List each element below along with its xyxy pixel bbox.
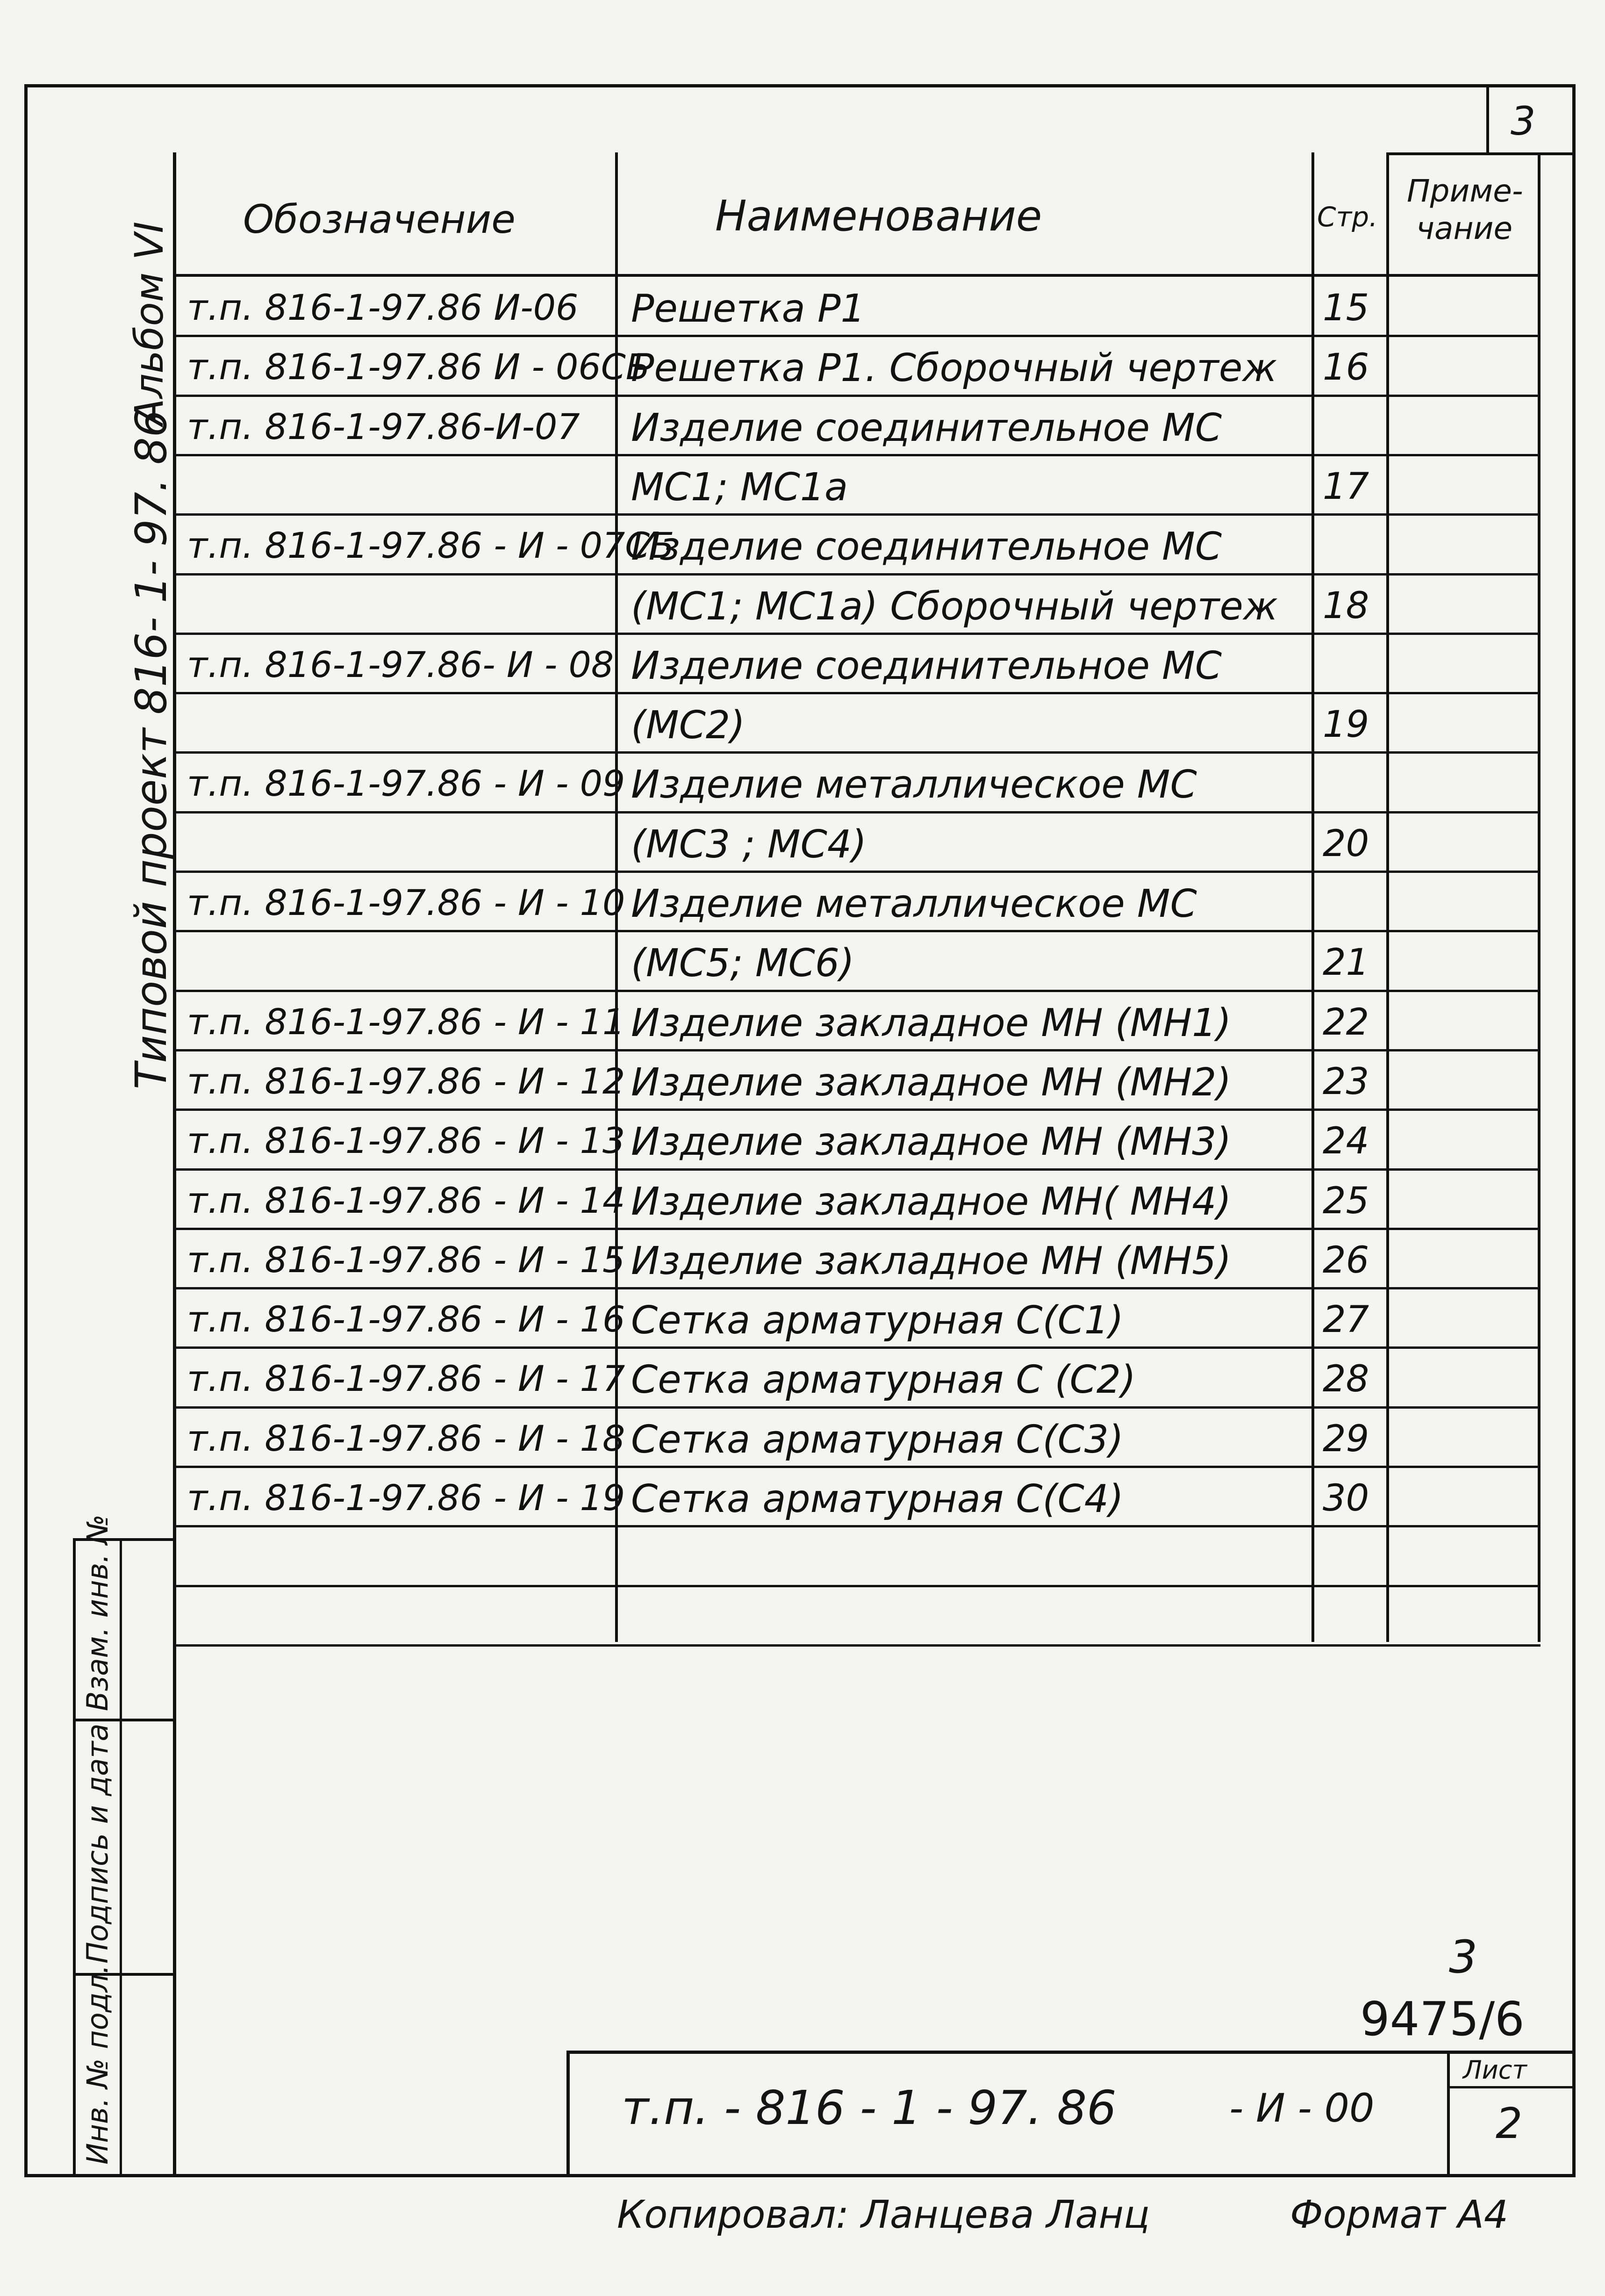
row-separator — [173, 1168, 1541, 1171]
row-designation: т.п. 816-1-97.86 И - 06СБ — [187, 346, 650, 388]
header-designation: Обозначение — [243, 196, 516, 242]
row-designation: т.п. 816-1-97.86 - И - 11 — [187, 1000, 625, 1043]
row-name: Изделие закладное МН (МН2) — [631, 1060, 1232, 1105]
row-separator — [173, 1346, 1541, 1349]
bottom-right-mark-2: 9475/6 — [1360, 1992, 1525, 2046]
titleblock-left — [566, 2051, 570, 2177]
row-page: 18 — [1323, 584, 1369, 627]
col-line-3 — [1386, 152, 1389, 1642]
row-separator — [173, 692, 1541, 694]
row-separator — [173, 871, 1541, 873]
row-name: Изделие закладное МН (МН1) — [631, 1000, 1232, 1045]
row-designation: т.п. 816-1-97.86 - И - 12 — [187, 1060, 625, 1102]
frame-bottom — [24, 2174, 1575, 2177]
row-name: Изделие соединительное МС — [631, 525, 1222, 569]
row-designation: т.п. 816-1-97.86 - И - 07СБ — [187, 525, 674, 567]
bottom-right-mark-1: 3 — [1449, 1931, 1478, 1983]
row-designation: т.п. 816-1-97.86 - И - 16 — [187, 1298, 625, 1340]
row-page: 16 — [1323, 346, 1369, 389]
row-separator — [173, 990, 1541, 992]
row-page: 17 — [1323, 465, 1369, 508]
row-page: 26 — [1323, 1239, 1369, 1281]
row-separator — [173, 454, 1541, 456]
row-page: 24 — [1323, 1120, 1369, 1163]
row-designation: т.п. 816-1-97.86 - И - 17 — [187, 1358, 625, 1400]
row-name: Решетка Р1 — [631, 287, 865, 331]
header-note-line2: чание — [1416, 210, 1513, 246]
stamp-inv-podl: Инв. № подл. — [80, 1965, 115, 2165]
row-separator — [173, 1108, 1541, 1111]
row-separator — [173, 335, 1541, 337]
row-name: (МС1; МС1а) Сборочный чертеж — [631, 584, 1278, 629]
stamp-div-1 — [73, 1719, 176, 1721]
row-separator — [173, 1585, 1541, 1587]
row-separator — [173, 930, 1541, 932]
row-page: 19 — [1323, 704, 1369, 746]
corner-box-left — [1486, 84, 1489, 154]
row-separator — [173, 1644, 1541, 1647]
footer-copied-by: Копировал: Ланцева Ланц — [617, 2193, 1150, 2237]
stamp-col-mid — [120, 1538, 122, 2177]
header-note-line1: Приме- — [1407, 173, 1523, 209]
titleblock-sheet-div — [1447, 2086, 1575, 2088]
frame-top — [24, 84, 1575, 87]
header-bottom — [173, 274, 1541, 277]
row-separator — [173, 1406, 1541, 1409]
row-separator — [173, 573, 1541, 576]
row-name: Изделие закладное МН( МН4) — [631, 1179, 1232, 1224]
project-label: Типовой проект 816- 1- 97. 86 — [126, 410, 176, 1089]
titleblock-sheet-number: 2 — [1496, 2099, 1523, 2148]
row-name: (МС3 ; МС4) — [631, 822, 867, 867]
row-name: (МС2) — [631, 703, 745, 748]
album-label: Альбом VI — [126, 221, 172, 425]
header-name: Наименование — [715, 192, 1042, 241]
row-page: 21 — [1323, 942, 1369, 984]
row-name: Изделие металлическое МС — [631, 882, 1197, 926]
row-name: Изделие закладное МН (МН5) — [631, 1238, 1232, 1283]
row-page: 22 — [1323, 1001, 1369, 1044]
row-designation: т.п. 816-1-97.86- И - 08 — [187, 643, 614, 685]
stamp-vzam-inv: Взам. инв. № — [80, 1514, 115, 1711]
titleblock-sheet-left — [1447, 2051, 1450, 2177]
row-designation: т.п. 816-1-97.86 - И - 15 — [187, 1238, 625, 1281]
row-page: 25 — [1323, 1180, 1369, 1222]
titleblock-top — [566, 2051, 1575, 2054]
col-line-4 — [1538, 152, 1541, 1642]
row-page: 15 — [1323, 287, 1369, 329]
row-page: 27 — [1323, 1299, 1369, 1341]
row-designation: т.п. 816-1-97.86 - И - 19 — [187, 1477, 625, 1519]
row-name: Изделие соединительное МС — [631, 643, 1222, 688]
row-separator — [173, 1228, 1541, 1230]
footer-format: Формат А4 — [1290, 2193, 1509, 2237]
row-separator — [173, 1049, 1541, 1051]
stamp-col-left — [73, 1538, 76, 2177]
row-name: (МС5; МС6) — [631, 941, 855, 986]
titleblock-suffix: - И - 00 — [1229, 2085, 1375, 2131]
titleblock-code: т.п. - 816 - 1 - 97. 86 — [622, 2080, 1117, 2135]
sheet-corner-number: 3 — [1511, 98, 1536, 144]
row-separator — [173, 395, 1541, 397]
row-name: Сетка арматурная С(С3) — [631, 1417, 1124, 1462]
row-name: Сетка арматурная С(С4) — [631, 1477, 1124, 1521]
row-name: Изделие закладное МН (МН3) — [631, 1120, 1232, 1165]
row-page: 30 — [1323, 1477, 1369, 1519]
row-designation: т.п. 816-1-97.86 - И - 13 — [187, 1120, 625, 1162]
row-separator — [173, 811, 1541, 813]
row-separator — [173, 1525, 1541, 1527]
row-designation: т.п. 816-1-97.86 - И - 18 — [187, 1417, 625, 1459]
corner-box-bottom — [1388, 152, 1575, 155]
row-designation: т.п. 816-1-97.86 И-06 — [187, 287, 579, 328]
row-page: 23 — [1323, 1060, 1369, 1103]
row-page: 20 — [1323, 822, 1369, 865]
row-name: МС1; МС1а — [631, 465, 848, 510]
row-name: Решетка Р1. Сборочный чертеж — [631, 346, 1277, 391]
row-designation: т.п. 816-1-97.86 - И - 14 — [187, 1179, 625, 1221]
row-name: Изделие металлическое МС — [631, 763, 1197, 807]
frame-left — [24, 84, 28, 2177]
stamp-signature-date: Подпись и дата — [80, 1723, 115, 1964]
col-line-2 — [1311, 152, 1314, 1642]
row-designation: т.п. 816-1-97.86-И-07 — [187, 405, 580, 447]
row-designation: т.п. 816-1-97.86 - И - 10 — [187, 882, 625, 923]
row-name: Изделие соединительное МС — [631, 405, 1222, 450]
row-separator — [173, 1287, 1541, 1289]
row-designation: т.п. 816-1-97.86 - И - 09 — [187, 763, 625, 805]
row-separator — [173, 513, 1541, 516]
header-page: Стр. — [1317, 201, 1378, 233]
row-page: 29 — [1323, 1418, 1369, 1460]
frame-right — [1572, 84, 1576, 2177]
row-name: Сетка арматурная С (С2) — [631, 1358, 1136, 1403]
row-separator — [173, 633, 1541, 635]
titleblock-sheet-label: Лист — [1463, 2055, 1527, 2085]
row-separator — [173, 1466, 1541, 1468]
row-page: 28 — [1323, 1358, 1369, 1401]
row-name: Сетка арматурная С(С1) — [631, 1298, 1124, 1343]
row-separator — [173, 751, 1541, 754]
